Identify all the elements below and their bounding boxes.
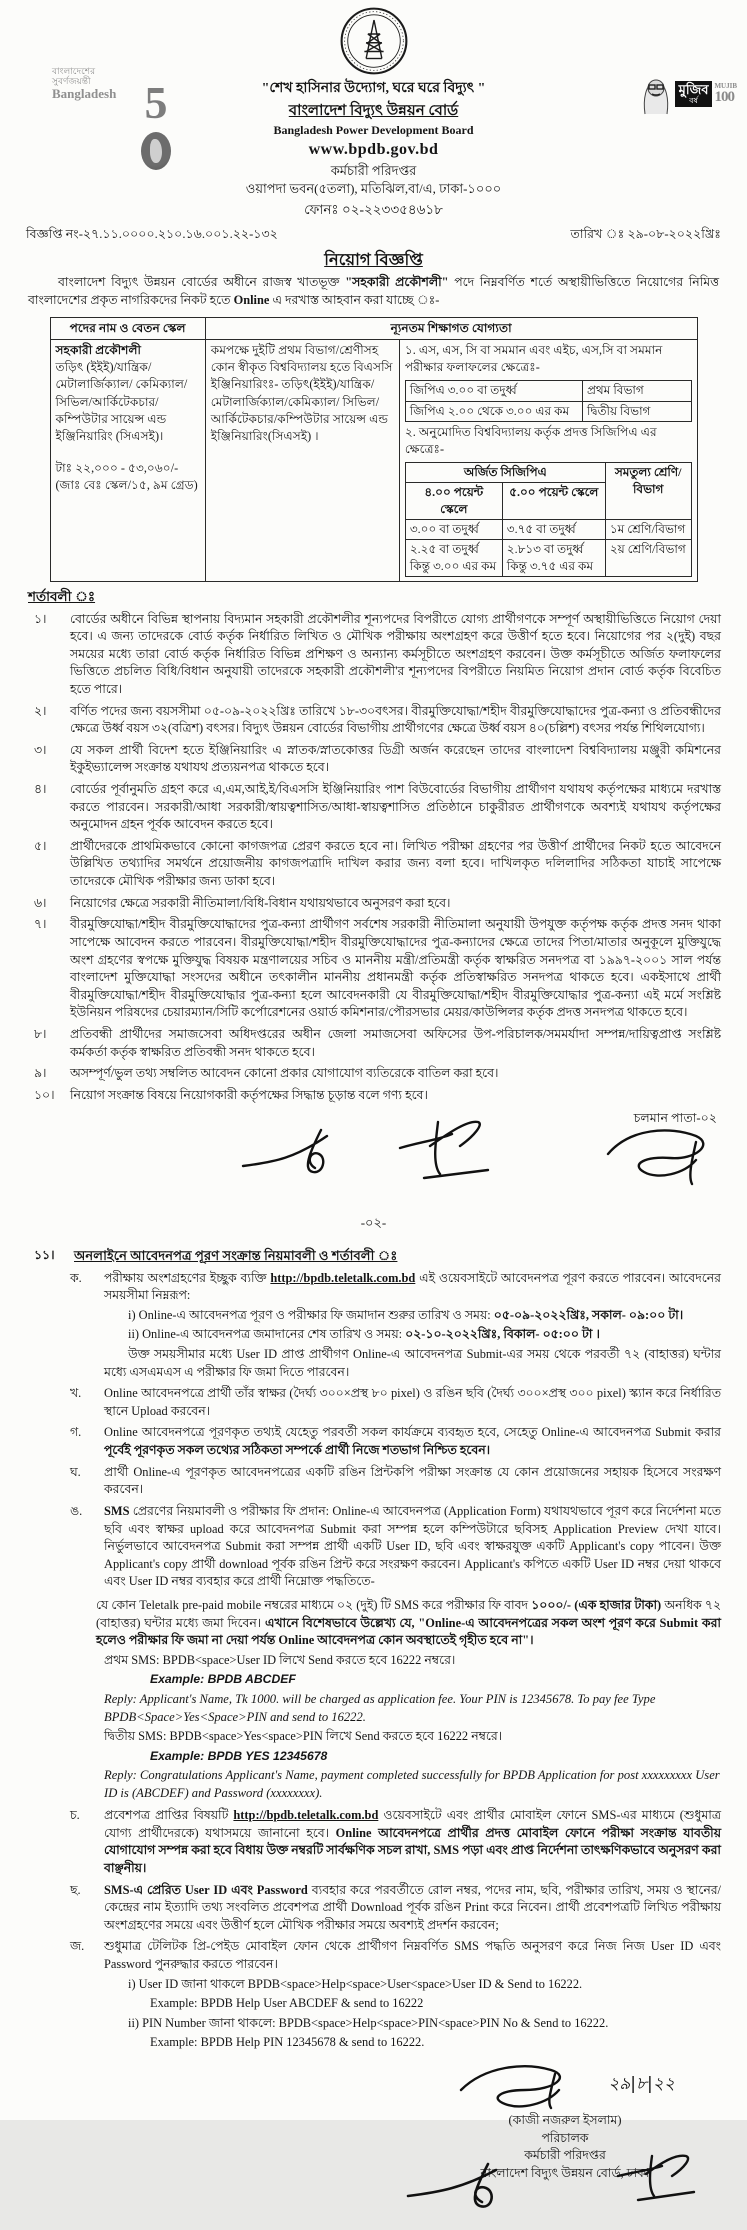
condition-text: প্রার্থীদেরকে প্রাথমিকভাবে কোনো কাগজপত্র প্রেরণ করতে হবে না। লিখিত পরীক্ষা গ্রহণের পর উত্তীর্ণ প্রার্থীদের নিকট হতে আবেদনে উল্লিখিত তথ্যাদির সমর্থনে প্রয়োজনীয় কাগজপত্রাদি দাখিল করার জন্য বলা হবে। দাখিলকৃত দলিলাদির সঠিকতা যাচাই সাপেক্ষে তাদেরকে মৌখিক পরীক্ষার জন্য ডাকা হবে। xyxy=(70,838,721,889)
help-userid-line: i) User ID জানা থাকলে BPDB<space>Help<space>User<space>User ID & Send to 16222. xyxy=(128,1976,583,1991)
cgpa-table xyxy=(405,462,692,577)
result1-title: ১. এস, এস, সি বা সমমান এবং এইচ, এস,সি বা সমমান পরীক্ষার ফলাফলের ক্ষেত্রেঃ- xyxy=(404,342,663,375)
bottom-signature-2-icon xyxy=(610,2148,720,2208)
condition-text: নিয়োগ সংক্রান্ত বিষয়ে নিয়োগকারী কর্তৃপক্ষের সিদ্ধান্ত চূড়ান্ত বলে গণ্য হবে। xyxy=(70,1087,428,1102)
section11-item-ka xyxy=(0,1270,747,1305)
gpa-cell: দ্বিতীয় বিভাগ xyxy=(582,401,691,421)
item-letter: খ. xyxy=(70,1386,82,1401)
result2-title: ২. অনুমোদিত বিশ্ববিদ্যালয় কর্তৃক প্রদত্ত সিজিপিএ এর ক্ষেত্রেঃ- xyxy=(404,424,657,456)
condition-item xyxy=(0,1026,747,1061)
director-signature-icon xyxy=(455,2060,605,2112)
section11-item-chha xyxy=(0,1882,747,1935)
cgpa-cell: ২.২৫ বা তদুর্ধ্ব কিন্তু ৩.০০ এর কম xyxy=(405,540,502,577)
condition-text: অসম্পূর্ণ/ভুল তথ্য সম্বলিত আবেদন কোনো প্রকার যোগাযোগ ব্যতিরেকে বাতিল করা হবে। xyxy=(70,1066,499,1081)
condition-number: ৩। xyxy=(34,742,47,757)
section11-item-uma xyxy=(0,1503,747,1591)
condition-item xyxy=(0,1087,747,1105)
section11-item-ga xyxy=(0,1424,747,1459)
item-text: প্রবেশপত্র প্রাপ্তির বিষয়টি http://bpdb.teletalk.com.bd ওয়েবসাইটে এবং প্রার্থীর মোবাইল ফোনে SMS-এর মাধ্যমে (শুধুমাত্র যোগ্য প্রার্থীদেরকে) যথাসময়ে জানানো হবে। Online আবেদনপত্রে প্রার্থীর প্রদত্ত মোবাইল ফোনে পরীক্ষা সংক্রান্ত যাবতীয় যোগাযোগ সম্পন্ন করা হবে বিধায় উক্ত নম্বরটি সার্বক্ষণিক সচল রাখা, SMS পড়া এবং প্রাপ্ত নির্দেশনা তাৎক্ষণিকভাবে অনুসরণ করা বাঞ্ছনীয়। xyxy=(104,1808,722,1875)
cgpa-cell: ৩.০০ বা তদুর্ধ্ব xyxy=(405,520,502,540)
table-row xyxy=(405,381,691,401)
deadline-start-line: i) Online-এ আবেদনপত্র পূরণ ও পরীক্ষার ফি জমাদান শুরুর তারিখ ও সময়: ০৫-০৯-২০২২খ্রিঃ, সকাল- ০৯:০০ টা। xyxy=(128,1307,684,1322)
section11-heading: অনলাইনে আবেদনপত্র পূরণ সংক্রান্ত নিয়মাবলী ও শর্তাবলী ঃ xyxy=(74,1247,398,1263)
item-text: SMS প্রেরণের নিয়মাবলী ও পরীক্ষার ফি প্রদান: Online-এ আবেদনপত্র (Application Form) যথাযথভাবে পূরণ করে নির্দেশনা মতে ছবি এবং স্বাক্ষর upload করে আবেদনপত্র Submit করা সম্পন্ন হলে কম্পিউটারে ছবিসহ Application Preview দেখা যাবে। নির্ভুলভাবে আবেদনপত্র Submit করা সম্পন্ন প্রার্থী একটি User ID, ছবি এবং স্বাক্ষরযুক্ত একটি Applicant's copy পাবেন। উক্ত Applicant's copy প্রার্থী download পূর্বক রঙিন প্রিন্ট করে সংরক্ষণ করবেন। Applicant's কপিতে একটি User ID নম্বর দেয়া থাকবে এবং User ID নম্বর ব্যবহার করে প্রার্থী নিম্নোক্ত পদ্ধতিতে- xyxy=(104,1503,721,1589)
condition-number: ৬। xyxy=(34,895,47,910)
gpa-cell: জিপিএ ২.০০ থেকে ৩.০০ এর কম xyxy=(405,401,582,421)
sms2-example: Example: BPDB YES 12345678 xyxy=(150,1749,328,1764)
item-text: SMS-এ প্রেরিত User ID এবং Password ব্যবহার করে পরবর্তীতে রোল নম্বর, পদের নাম, ছবি, পরীক্ষার তারিখ, সময় ও স্থানের/কেন্দ্রের নাম ইত্যাদি তথ্য সংবলিত প্রবেশপত্র প্রার্থী Download পূর্বক রঙিন Print করে নিবেন। প্রার্থী প্রবেশপত্রটি লিখিত পরীক্ষায় অংশগ্রহণের সময়ে এবং উত্তীর্ণ হলে মৌখিক পরীক্ষার সময়ে অবশ্যই প্রদর্শন করবেন; xyxy=(104,1882,721,1932)
org-website: www.bpdb.gov.bd xyxy=(308,141,439,159)
mujib-100-logo xyxy=(639,72,737,116)
item-letter: ঙ. xyxy=(70,1503,83,1518)
header-slogan: "শেখ হাসিনার উদ্যোগ, ঘরে ঘরে বিদ্যুৎ " xyxy=(261,81,486,96)
intro-paragraph: বাংলাদেশ বিদ্যুৎ উন্নয়ন বোর্ডের অধীনে রাজস্ব খাতভূক্ত "সহকারী প্রকৌশলী" পদে নিম্নবর্ণিত শর্তে অস্থায়ীভিত্তিতে নিয়োগের নিমিত্ত বাংলাদেশের প্রকৃত নাগরিকদের নিকট হতে Online এ দরখাস্ত আহবান করা যাচ্ছে ঃ- xyxy=(28,275,719,307)
document-header xyxy=(0,0,747,219)
org-address: ওয়াপদা ভবন(৫তলা), মতিঝিল,বা/এ, ঢাকা-১০০০ xyxy=(245,181,502,197)
help-pin-line: ii) PIN Number জানা থাকলে: BPDB<space>Help<space>PIN<space>PIN No & Send to 16222. xyxy=(128,2015,609,2030)
cgpa-header-main: অর্জিত সিজিপিএ xyxy=(405,463,605,483)
sms1-example: Example: BPDB ABCDEF xyxy=(150,1672,296,1687)
help-userid-example: Example: BPDB Help User ABCDEF & send to 16222 xyxy=(150,1996,424,2011)
org-department: কর্মচারী পরিদপ্তর xyxy=(330,162,417,178)
deadline-end-line: ii) Online-এ আবেদনপত্র জমাদানের শেষ তারিখ ও সময়: ০২-১০-২০২২খ্রিঃ, বিকাল- ০৫:০০ টা । xyxy=(128,1327,600,1342)
post-name: সহকারী প্রকৌশলী xyxy=(55,342,142,357)
bangladesh-50-logo xyxy=(52,66,182,128)
signature-date: ২৯|৮|২২ xyxy=(608,2073,675,2094)
logo50-line2: সুবর্ণজয়ন্তী xyxy=(52,76,91,87)
memo-date: তারিখ ঃ ২৯-০৮-২০২২খ্রিঃ xyxy=(570,226,721,241)
table-header-row xyxy=(50,317,697,339)
sms2-reply: Reply: Congratulations Applicant's Name, payment completed successfully for BPDB Application for post xxxxxxxxx User ID is (ABCDEF) and Password (xxxxxxxx). xyxy=(104,1768,720,1801)
logo50-line1: বাংলাদেশের xyxy=(52,66,96,76)
org-phone: ফোনঃ ০২-২২৩৩৫৪৬১৮ xyxy=(304,201,443,217)
pay-grade: (জাঃ বেঃ স্কেল/১৫, ৯ম গ্রেড) xyxy=(55,478,198,493)
sms1-instruction: প্রথম SMS: BPDB<space>User ID লিখে Send করতে হবে 16222 নম্বরে। xyxy=(104,1652,456,1667)
cgpa-subheader: ৫.০০ পয়েন্ট স্কেলে xyxy=(502,483,605,520)
section11-item-ja xyxy=(0,1938,747,1973)
help-pin-example: Example: BPDB Help PIN 12345678 & send to 16222. xyxy=(150,2035,425,2050)
gpa-cell: জিপিএ ৩.০০ বা তদুর্ধ্ব xyxy=(405,381,582,401)
signatory-signature xyxy=(435,2060,695,2112)
condition-item xyxy=(0,1065,747,1083)
table-row xyxy=(405,520,691,540)
section11-number: ১১। xyxy=(34,1247,55,1262)
sms2-instruction: দ্বিতীয় SMS: BPDB<space>Yes<space>PIN লিখে Send করতে হবে 16222 নম্বরে। xyxy=(104,1729,503,1744)
signatory-designation: পরিচালক xyxy=(541,2130,589,2145)
signatory-name: (কাজী নজরুল ইসলাম) xyxy=(508,2113,622,2128)
org-name-english: Bangladesh Power Development Board xyxy=(273,123,474,138)
condition-number: ৫। xyxy=(34,838,47,853)
page2-marker: -০২- xyxy=(360,1215,387,1231)
mujib-100-text: MUJIB 100 xyxy=(714,82,737,105)
table-row xyxy=(405,401,691,421)
pay-scale: টাঃ ২২,০০০ - ৫৩,০৬০/- xyxy=(55,460,179,475)
col-education-header: ন্যূনতম শিক্ষাগত যোগ্যতা xyxy=(205,317,697,339)
condition-number: ৮। xyxy=(34,1026,47,1041)
cgpa-cell: ২.৮১৩ বা তদুর্ধ্ব কিন্তু ৩.৭৫ এর কম xyxy=(502,540,605,577)
table-row xyxy=(405,463,691,483)
mujib-portrait-icon xyxy=(639,72,673,116)
item-letter: ছ. xyxy=(70,1882,81,1897)
table-body-row xyxy=(50,339,697,582)
condition-text: বোর্ডের পূর্বানুমতি গ্রহণ করে এ,এম,আই,ই/বিএসসি ইঞ্জিনিয়ারিং পাশ বিউবোর্ডের বিভাগীয় প্রার্থীগণ যথাযথ কর্তৃপক্ষের মাধ্যমে দরখাস্ত করতে পারবেন। সরকারী/আধা সরকারী/স্বায়ত্বশাসিত/আধা-স্বায়ত্বশাসিত প্রতিষ্ঠানে চাকুরীরত প্রার্থীগণকে অবশ্যই যথাযথ কর্তৃপক্ষের অনুমোদন গ্রহন পূর্বক আবেদন করতে হবে। xyxy=(70,782,721,832)
condition-item xyxy=(0,742,747,777)
condition-item xyxy=(0,781,747,834)
item-text: Online আবেদনপত্রে প্রার্থী তাঁর স্বাক্ষর (দৈর্ঘ্য ৩০০×প্রস্থ ৮০ pixel) ও রঙিন ছবি (দৈর্ঘ্য ৩০০×প্রস্থ ৩০০ pixel) স্ক্যান করে নির্ধারিত স্থানে Upload করবেন। xyxy=(104,1386,721,1418)
condition-text: বীরমুক্তিযোদ্ধা/শহীদ বীরমুক্তিযোদ্ধাদের পুত্র-কন্যা প্রার্থীগণ সর্বশেষ সরকারী নীতিমালা অনুযায়ী উপযুক্ত কর্তৃপক্ষ কর্তৃক প্রদত্ত সনদ থাকা সাপেক্ষে আবেদন করতে পারবেন। বীরমুক্তিযোদ্ধা/শহীদ বীরমুক্তিযোদ্ধাদের পুত্র-কন্যাদের ক্ষেত্রে তাদের পিতা/মাতার অনুকূলে মুক্তিযুদ্ধে অংশ গ্রহণের স্বপক্ষে মুক্তিযুদ্ধ বিষয়ক মন্ত্রণালয়ের সচিব ও মাননীয় মন্ত্রী/প্রতিমন্ত্রী কর্তৃক স্বাক্ষরিত সনদপত্র বা ১৯৯৭-২০০১ সাল পর্যন্ত বাংলাদেশ মুক্তিযোদ্ধা সংসদের অধীনে তৎকালীন মাননীয় প্রধানমন্ত্রী কর্তৃক প্রতিস্বাক্ষরিত সনদপত্র থাকতে হবে। একইসাথে প্রার্থী বীরমুক্তিযোদ্ধা/শহীদ বীরমুক্তিযোদ্ধার পুত্র-কন্যা হলে আবেদনকারী যে বীরমুক্তিযোদ্ধা/শহীদ বীরমুক্তিযোদ্ধার পুত্র-কন্যা এই মর্মে সংশ্লিষ্ট ইউনিয়ন পরিষদের চেয়ারম্যান/সিটি কর্পোরেশনের ওয়ার্ড কমিশনার/পৌরসভার মেয়র/কাউন্সিলর কর্তৃক প্রদত্ত সনদপত্র থাকতে হবে। xyxy=(70,917,721,1020)
condition-number: ৭। xyxy=(34,917,47,932)
conditions-heading: শর্তাবলী ঃ xyxy=(28,589,96,605)
condition-text: বোর্ডের অধীনে বিভিন্ন স্থাপনায় বিদ্যমান সহকারী প্রকৌশলীর শূন্যপদের বিপরীতে যোগ্য প্রার্থীগণকে সম্পূর্ণ অস্থায়ীভিত্তিতে নিয়োগ দেয়া হবে। এ জন্য তাদেরকে বোর্ড কর্তৃক নির্ধারিত লিখিত ও মৌখিক পরীক্ষায় অংশগ্রহণ করে উত্তীর্ণ হতে হবে। নিয়োগের পর ২(দুই) বছর সময়ের মধ্যে তারা বোর্ড কর্তৃক নির্ধারিত বিভিন্ন প্রশিক্ষণ ও অন্যান্য কর্মসূচীতে অংশগ্রহণ করবেন। উক্ত কর্মসূচীতে অর্জিত ফলাফলের ভিত্তিতে প্রচলিত বিধি/বিধান অনুযায়ী তাদেরকে সহকারী প্রকৌশলী'র শূন্যপদের বিপরীতে নিয়মিত নিয়োগ প্রদান বোর্ড কর্তৃক বিবেচিত হতে পারে। xyxy=(70,611,721,696)
condition-item xyxy=(0,838,747,891)
gpa-cell: প্রথম বিভাগ xyxy=(582,381,691,401)
page-title: নিয়োগ বিজ্ঞপ্তি xyxy=(324,249,423,269)
userid-72h-note: উক্ত সময়সীমার মধ্যে User ID প্রাপ্ত প্রার্থীগণ Online-এ আবেদনপত্র Submit-এর সময় থেকে পরবর্তী ৭২ (বাহাত্তর) ঘন্টার মধ্যে এসএমএস এ পরীক্ষার ফি জমা দিতে পারবেন। xyxy=(104,1347,721,1379)
page1-signature-strip xyxy=(0,1104,747,1200)
item-letter: ঘ. xyxy=(70,1464,81,1479)
gpa-table xyxy=(405,380,692,421)
condition-number: ১। xyxy=(34,611,47,626)
signatory-org: বাংলাদেশ বিদ্যুৎ উন্নয়ন বোর্ড, ঢাকা xyxy=(480,2165,650,2180)
item-text: Online আবেদনপত্রে পূরণকৃত তথ্যই যেহেতু পরবর্তী সকল কার্যক্রমে ব্যবহৃত হবে, সেহেতু Online-এ আবেদনপত্র Submit করার পূর্বেই পূরণকৃত সকল তথ্যের সঠিকতা সম্পর্কে প্রার্থী নিজে শতভাগ নিশ্চিত হবেন। xyxy=(104,1425,721,1458)
logo50-zero-portrait xyxy=(141,132,171,170)
continue-note: চলমান পাতা-০২ xyxy=(633,1111,717,1126)
item-letter: গ. xyxy=(70,1425,82,1440)
condition-item xyxy=(0,703,747,738)
cell-results xyxy=(399,339,697,582)
condition-number: ৪। xyxy=(34,782,47,797)
cell-education: কমপক্ষে দুইটি প্রথম বিভাগ/শ্রেণীসহ কোন স্বীকৃত বিশ্ববিদ্যালয় হতে বিএসসি ইঞ্জিনিয়ারিংঃ- তড়িৎ(ইইই)/যান্ত্রিক/মেটালার্জিক্যাল/কেমিক্যাল/ সিভিল/আর্কিটেকচার/কম্পিউটার সায়েন্স এন্ড ইঞ্জিনিয়ারিং(সিএসই) । xyxy=(205,339,399,582)
section11-heading-row xyxy=(0,1247,747,1266)
signature-2-icon xyxy=(390,1112,510,1190)
bottom-signature-1-icon xyxy=(400,2156,540,2222)
signatory-dept: কর্মচারী পরিদপ্তর xyxy=(524,2148,606,2163)
teletalk-fee-paragraph: যে কোন Teletalk pre-paid mobile নম্বরের মাধ্যমে ০২ (দুই) টি SMS করে পরীক্ষার ফি বাবদ ১০০০/- (এক হাজার টাকা) অনধিক ৭২ (বাহাত্তর) ঘন্টার মধ্যে জমা দিবেন। এখানে বিশেষভাবে উল্লেখ্য যে, "Online-এ আবেদনপত্রের সকল অংশ পূরণ করে Submit করা হলেও পরীক্ষার ফি জমা না দেয়া পর্যন্ত Online আবেদনপত্র কোন অবস্থাতেই গৃহীত হবে না"। xyxy=(96,1597,722,1648)
condition-item xyxy=(0,895,747,913)
condition-number: ১০। xyxy=(34,1087,55,1102)
final-signature-area xyxy=(0,2060,747,2230)
condition-item xyxy=(0,916,747,1022)
item-text: পরীক্ষায় অংশগ্রহণের ইচ্ছুক ব্যক্তি http://bpdb.teletalk.com.bd এই ওয়েবসাইটে আবেদনপত্র পূরণ করতে পারবেন। আবেদনের সময়সীমা নিম্নরূপ: xyxy=(104,1270,721,1303)
condition-number: ৯। xyxy=(34,1066,47,1081)
cgpa-header-right: সমতুল্য শ্রেণি/ বিভাগ xyxy=(605,463,691,520)
section11-item-cha xyxy=(0,1807,747,1877)
bpdb-seal-icon xyxy=(339,6,409,76)
signature-1-icon xyxy=(235,1118,365,1188)
cgpa-subheader: ৪.০০ পয়েন্ট স্কেলে xyxy=(405,483,502,520)
post-requirements-table xyxy=(50,317,698,583)
cgpa-cell: ২য় শ্রেণি/বিভাগ xyxy=(605,540,691,577)
condition-text: যে সকল প্রার্থী বিদেশ হতে ইঞ্জিনিয়ারিং এ স্নাতক/স্নাতকোত্তর ডিগ্রী অর্জন করেছেন তাদের বাংলাদেশ বিশ্ববিদ্যালয় মঞ্জুরী কমিশনের ইকুইভ্যালেন্স সংক্রান্ত যথাযথ প্রত্যয়নপত্র থাকতে হবে। xyxy=(70,742,721,775)
sms1-reply: Reply: Applicant's Name, Tk 1000. will be charged as application fee. Your PIN is 12345678. To pay fee Type BPDB<Space>Yes<Space>PIN and send to 16222. xyxy=(104,1691,656,1724)
post-detail: তড়িৎ (ইইই)/যান্ত্রিক/মেটালার্জিক্যাল/ কেমিক্যাল/সিভিল/আর্কিটেকচার/ কম্পিউটার সায়েন্স এন্ড ইঞ্জিনিয়ারিং (সিএসই)। xyxy=(55,360,188,444)
condition-number: ২। xyxy=(34,703,47,718)
memo-number: বিজ্ঞপ্তি নং-২৭.১১.০০০০.২১০.১৬.০০১.২২-১৩২ xyxy=(26,226,278,241)
cgpa-cell: ৩.৭৫ বা তদুর্ধ্ব xyxy=(502,520,605,540)
memo-line xyxy=(0,226,747,244)
logo50-number: 5 xyxy=(130,80,182,172)
condition-text: বর্ণিত পদের জন্য বয়সসীমা ০৫-০৯-২০২২খ্রিঃ তারিখে ১৮-৩০বৎসর। বীরমুক্তিযোদ্ধা/শহীদ বীরমুক্তিযোদ্ধাদের পুত্র-কন্যা ও প্রতিবন্ধীদের ক্ষেত্রে উর্ধ্ব বয়স ৩২(বত্রিশ) বৎসর। বিদ্যুৎ উন্নয়ন বোর্ডের বিভাগীয় প্রার্থীগণের ক্ষেত্রে উর্ধ্ব বয়স ৪০(চল্লিশ) বৎসর পর্যন্ত শিথিলযোগ্য। xyxy=(70,703,721,736)
org-name-bangla: বাংলাদেশ বিদ্যুৎ উন্নয়ন বোর্ড xyxy=(288,102,459,119)
cgpa-cell: ১ম শ্রেণি/বিভাগ xyxy=(605,520,691,540)
section11-item-kha xyxy=(0,1385,747,1420)
signature-3-icon xyxy=(600,1120,740,1196)
item-text: শুধুমাত্র টেলিটক প্রি-পেইড মোবাইল ফোন থেকে প্রার্থীগণ নিম্নবর্ণিত SMS পদ্ধতি অনুসরণ করে নিজ নিজ User ID এবং Password পুনরুদ্ধার করতে পারবেন। xyxy=(104,1939,721,1972)
item-letter: ক. xyxy=(70,1270,82,1285)
table-row xyxy=(405,540,691,577)
logo50-brand: Bangladesh xyxy=(52,85,117,101)
mujib-box: মুজিব বর্ষ xyxy=(675,81,713,107)
condition-item xyxy=(0,611,747,699)
condition-text: নিয়োগের ক্ষেত্রে সরকারী নীতিমালা/বিধি-বিধান যথায়থভাবে অনুসরণ করা হবে। xyxy=(70,895,451,910)
item-text: প্রার্থী Online-এ পূরণকৃত আবেদনপত্রের একটি রঙিন প্রিন্টকপি পরীক্ষা সংক্রান্ত যে কোন প্রয়োজনের সহায়ক হিসেবে সংরক্ষণ করবেন। xyxy=(104,1464,721,1497)
item-letter: জ. xyxy=(70,1939,85,1954)
item-letter: চ. xyxy=(70,1808,80,1823)
cell-post xyxy=(50,339,205,582)
condition-text: প্রতিবন্ধী প্রার্থীদের সমাজসেবা অধিদপ্তরের অধীন জেলা সমাজসেবা অফিসের উপ-পরিচালক/সমমর্যাদা সম্পন্ন/দায়িত্বপ্রাপ্ত সংশ্লিষ্ট কর্মকর্তা কর্তৃক স্বাক্ষরিত প্রতিবন্ধী সনদ থাকতে হবে। xyxy=(70,1026,722,1059)
section11-item-gha xyxy=(0,1464,747,1499)
col-post-header: পদের নাম ও বেতন স্কেল xyxy=(50,317,205,339)
